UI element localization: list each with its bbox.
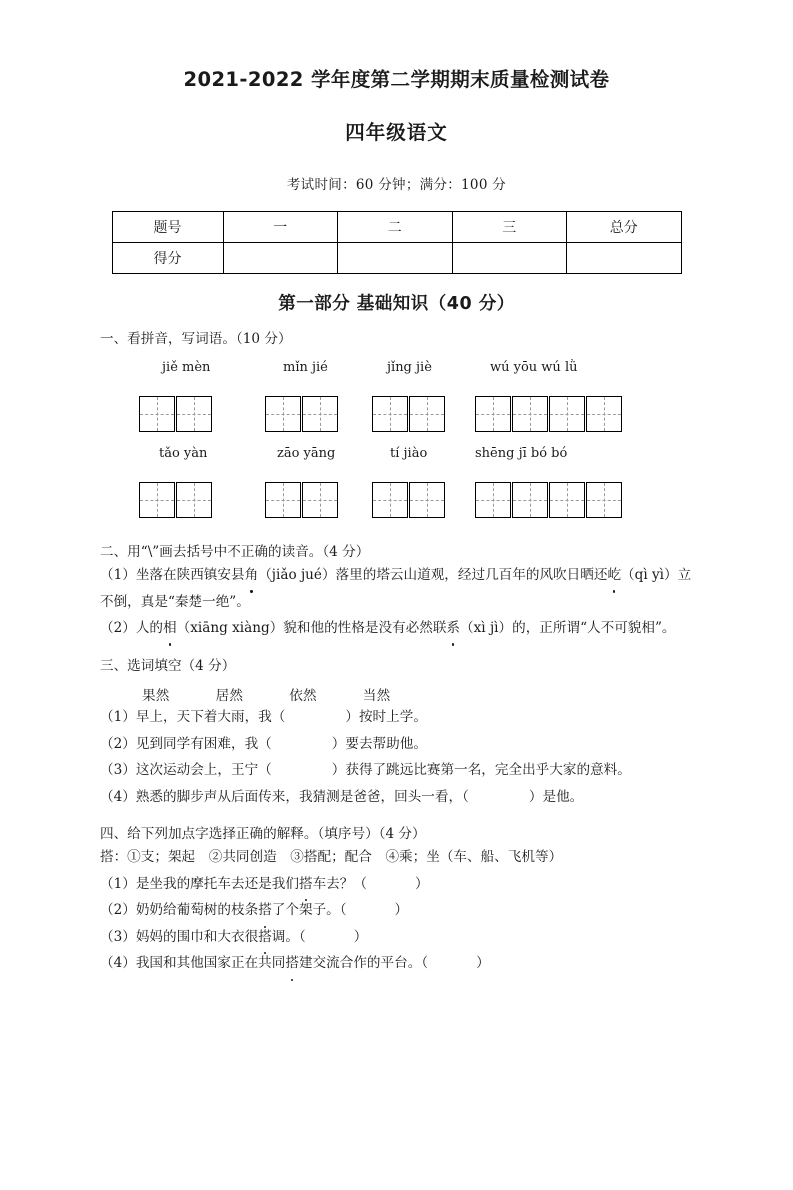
question-1-title: 一、看拼音，写词语。（10 分） [100, 331, 292, 348]
q2-1-mid: （jiǎo jué）落里的塔云山道观，经过几百年的风吹日晒还 [258, 567, 608, 584]
tianzige-cell[interactable] [512, 482, 548, 518]
tianzige-cell[interactable] [372, 482, 408, 518]
q3-2-after: ）要去帮助他。 [331, 735, 427, 752]
tianzige-row-2 [100, 482, 693, 522]
tianzige-cell[interactable] [512, 396, 548, 432]
score-table [112, 211, 682, 274]
score-table-col-1: 二 [338, 212, 453, 243]
q4-3-after: 调。（ [271, 928, 306, 945]
score-cell-3[interactable] [567, 243, 682, 274]
q4-3-before: （3）妈妈的围巾和大衣很 [100, 928, 259, 945]
pinyin-label: jǐng jiè [387, 359, 432, 375]
q2-1-dot-char-1: 角 [245, 562, 259, 589]
tianzige-cell[interactable] [265, 482, 301, 518]
score-table-col-0: 一 [223, 212, 338, 243]
tianzige-cell[interactable] [265, 396, 301, 432]
question-2-title: 二、用“\”画去括号中不正确的读音。（4 分） [100, 543, 370, 560]
question-4-item-1 [100, 871, 693, 898]
page-title: 2021-2022 学年度第二学期期末质量检测试卷 [183, 68, 610, 91]
q3-1-before: （1）早上，天下着大雨，我（ [100, 709, 286, 726]
spacer [100, 522, 693, 528]
score-cell-2[interactable] [452, 243, 567, 274]
table-row [112, 243, 681, 274]
q2-2-prefix: （2）人的 [100, 620, 164, 637]
pinyin-label-row-1 [100, 360, 693, 396]
tianzige-group-5[interactable] [139, 482, 212, 518]
table-row [112, 212, 681, 243]
score-table-row-label-1: 得分 [112, 243, 223, 274]
question-4-item-3 [100, 924, 693, 951]
q3-4-before: （4）熟悉的脚步声从后面传来，我猜测是爸爸，回头一看，（ [100, 788, 469, 805]
q3-3-after: ）获得了跳远比赛第一名，完全出乎大家的意料。 [331, 762, 631, 779]
pinyin-label: tí jiào [390, 445, 428, 461]
q3-4-after: ）是他。 [528, 788, 584, 805]
tianzige-cell[interactable] [409, 482, 445, 518]
question-3-item-3 [100, 757, 693, 784]
tianzige-cell[interactable] [475, 482, 511, 518]
word-bank-option-2[interactable]: 依然 [289, 688, 317, 705]
question-4-definitions: 搭：①支；架起 ②共同创造 ③搭配；配合 ④乘；坐（车、船、飞机等） [100, 849, 563, 866]
tianzige-cell[interactable] [475, 396, 511, 432]
question-2-item-1 [100, 562, 693, 615]
score-cell-1[interactable] [338, 243, 453, 274]
tianzige-group-4[interactable] [475, 396, 622, 432]
tianzige-cell[interactable] [176, 482, 212, 518]
tianzige-cell[interactable] [302, 482, 338, 518]
tianzige-group-2[interactable] [265, 396, 338, 432]
q3-1-after: ）按时上学。 [345, 709, 427, 726]
q2-2-mid: （xiāng xiàng）貌和他的性格是没有必然联 [176, 620, 447, 637]
score-table-col-2: 三 [452, 212, 567, 243]
tianzige-group-6[interactable] [265, 482, 338, 518]
question-2-item-2 [100, 615, 693, 642]
part-one-heading: 第一部分 基础知识（40 分） [278, 294, 515, 315]
q4-4-before: （4）我国和其他国家正在共同 [100, 955, 286, 972]
q4-4-dot-char: 搭 [285, 950, 299, 977]
word-bank-option-1[interactable]: 居然 [215, 688, 244, 705]
q4-4-tail: ） [476, 955, 490, 972]
score-table-col-3: 总分 [567, 212, 682, 243]
tianzige-cell[interactable] [176, 396, 212, 432]
tianzige-cell[interactable] [372, 396, 408, 432]
q4-3-tail: ） [353, 928, 368, 945]
tianzige-cell[interactable] [139, 482, 175, 518]
tianzige-cell[interactable] [409, 396, 445, 432]
pinyin-label: mǐn jié [283, 359, 328, 375]
pinyin-label: shēng jī bó bó [475, 445, 568, 461]
tianzige-cell[interactable] [586, 396, 622, 432]
tianzige-cell[interactable] [549, 396, 585, 432]
score-cell-0[interactable] [223, 243, 338, 274]
word-bank-option-3[interactable]: 当然 [362, 688, 391, 705]
q4-2-tail: ） [394, 902, 409, 919]
q3-2-before: （2）见到同学有困难，我（ [100, 735, 272, 752]
exam-info: 考试时间：60 分钟；满分：100 分 [286, 177, 507, 194]
tianzige-group-8[interactable] [475, 482, 622, 518]
q4-1-before: （1）是坐我的摩托车去还是我们 [100, 875, 299, 892]
q3-3-before: （3）这次运动会上，王宁（ [100, 762, 272, 779]
question-3-item-4 [100, 784, 693, 811]
question-4-title: 四、给下列加点字选择正确的解释。（填序号）（4 分） [100, 826, 426, 843]
q2-2-dot-char-1: 相 [163, 615, 177, 642]
word-bank-option-0[interactable]: 果然 [142, 688, 170, 705]
q2-2-tail: （xì jì）的，正所谓“人不可貌相”。 [460, 620, 676, 637]
pinyin-label: jiě mèn [162, 359, 211, 375]
pinyin-label: wú yōu wú lǜ [490, 359, 578, 375]
tianzige-row-1 [100, 396, 693, 436]
q2-1-dot-char-2: 屹 [607, 562, 621, 589]
pinyin-label-row-2 [100, 446, 693, 482]
pinyin-label: tǎo yàn [159, 445, 208, 461]
score-table-wrapper [100, 211, 693, 274]
tianzige-group-7[interactable] [372, 482, 445, 518]
tianzige-cell[interactable] [139, 396, 175, 432]
score-table-row-label-0: 题号 [112, 212, 223, 243]
question-4-item-4 [100, 950, 693, 977]
q4-1-after: 车去？（ [312, 875, 367, 892]
q4-4-after: 建交流合作的平台。（ [298, 955, 429, 972]
tianzige-group-1[interactable] [139, 396, 212, 432]
q2-2-dot-char-2: 系 [446, 615, 460, 642]
q4-2-before: （2）奶奶给葡萄树的枝条 [100, 902, 259, 919]
q4-1-dot-char: 搭 [299, 871, 313, 898]
question-3-item-1 [100, 704, 693, 731]
tianzige-cell[interactable] [302, 396, 338, 432]
q4-1-tail: ） [414, 875, 429, 892]
tianzige-cell[interactable] [549, 482, 585, 518]
question-4-item-2 [100, 897, 693, 924]
q4-2-dot-char: 搭 [258, 897, 272, 924]
tianzige-group-3[interactable] [372, 396, 445, 432]
q2-1-tail: （qì yì）立不倒，真是“秦楚一绝”。 [100, 567, 692, 610]
q4-2-after: 了个架子。（ [271, 902, 347, 919]
pinyin-label: zāo yāng [277, 445, 336, 461]
tianzige-cell[interactable] [586, 482, 622, 518]
question-3-word-bank [100, 684, 693, 704]
exam-page [0, 68, 793, 1190]
subject-title: 四年级语文 [345, 121, 448, 145]
question-3-item-2 [100, 731, 693, 758]
q4-3-dot-char: 搭 [258, 924, 272, 951]
q2-1-prefix: （1）坐落在陕西镇安县 [100, 567, 245, 584]
question-3-title: 三、选词填空（4 分） [100, 657, 236, 674]
